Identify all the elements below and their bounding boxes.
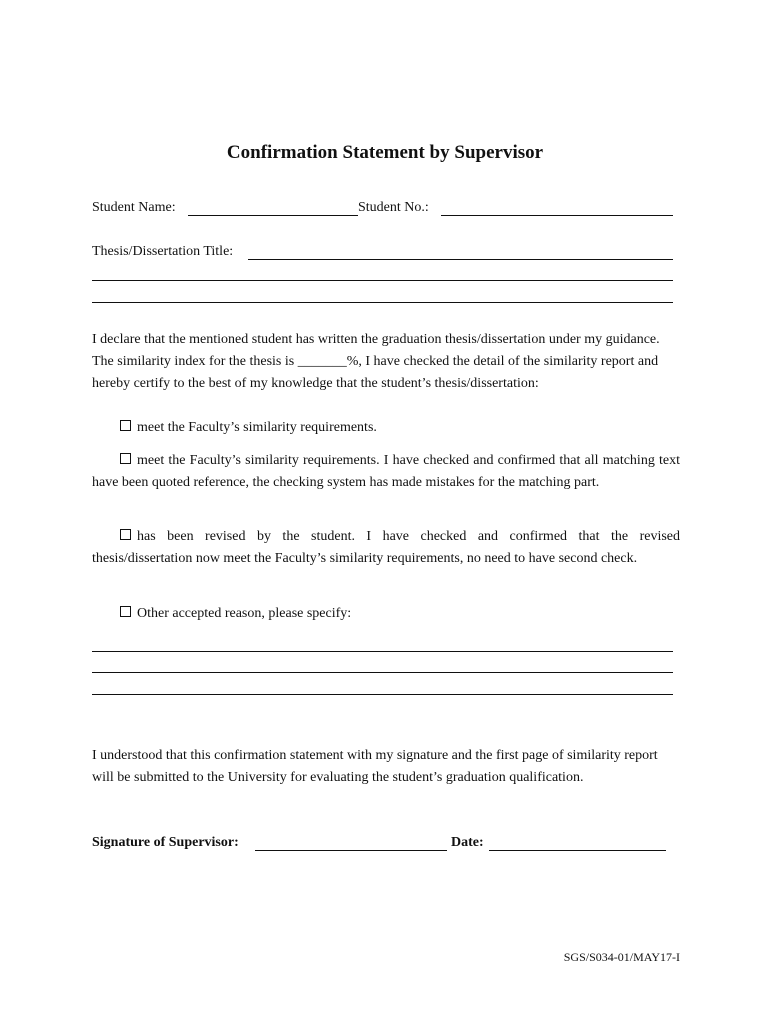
thesis-title-field-line-3[interactable] <box>92 302 673 303</box>
option-label: meet the Faculty’s similarity requirements. <box>137 420 377 435</box>
student-no-field[interactable] <box>441 215 673 216</box>
declaration-text-part2: %, I have checked the detail of the similarity report and hereby certify to the best of my knowledge that the student’s thesis/dissertation: <box>92 354 659 391</box>
thesis-title-label: Thesis/Dissertation Title: <box>92 244 234 259</box>
option-system-mistake <box>92 450 680 494</box>
option-label: Other accepted reason, please specify: <box>137 606 352 621</box>
checkbox-meet-requirements[interactable] <box>120 420 131 431</box>
date-label: Date: <box>451 835 484 850</box>
option-label: has been revised by the student. I have checked and confirmed that the revised thesis/dissertation now meet the Faculty’s similarity requirements, no need to have second check. <box>92 529 680 566</box>
option-meet-requirements <box>120 417 680 439</box>
date-field[interactable] <box>489 850 666 851</box>
student-name-label: Student Name: <box>92 200 176 215</box>
student-name-field[interactable] <box>188 215 358 216</box>
understanding-paragraph: I understood that this confirmation statement with my signature and the first page of similarity report will be submitted to the University for evaluating the student’s graduation qualification. <box>92 748 658 785</box>
other-reason-field-line-3[interactable] <box>92 694 673 695</box>
supervisor-signature-label: Signature of Supervisor: <box>92 835 239 850</box>
page-title: Confirmation Statement by Supervisor <box>226 142 544 163</box>
supervisor-signature-field[interactable] <box>255 850 447 851</box>
form-code: SGS/S034-01/MAY17-I <box>563 950 680 964</box>
option-revised <box>92 526 680 570</box>
student-no-label: Student No.: <box>358 200 429 215</box>
checkbox-revised[interactable] <box>120 529 131 540</box>
thesis-title-field-line-2[interactable] <box>92 280 673 281</box>
other-reason-field-line-1[interactable] <box>92 651 673 652</box>
declaration-text-part1: I declare that the mentioned student has written the graduation thesis/dissertation under my guidance. The similarity index for the thesis is <box>92 332 660 369</box>
other-reason-field-line-2[interactable] <box>92 672 673 673</box>
option-label: meet the Faculty’s similarity requirements. I have checked and confirmed that all matching text have been quoted reference, the checking system has made mistakes for the matching part. <box>92 453 680 490</box>
similarity-index-blank[interactable]: _______ <box>297 354 347 369</box>
checkbox-system-mistake[interactable] <box>120 453 131 464</box>
thesis-title-field[interactable] <box>248 259 673 260</box>
checkbox-other-reason[interactable] <box>120 606 131 617</box>
option-other-reason <box>120 603 680 625</box>
declaration-paragraph <box>92 329 680 395</box>
